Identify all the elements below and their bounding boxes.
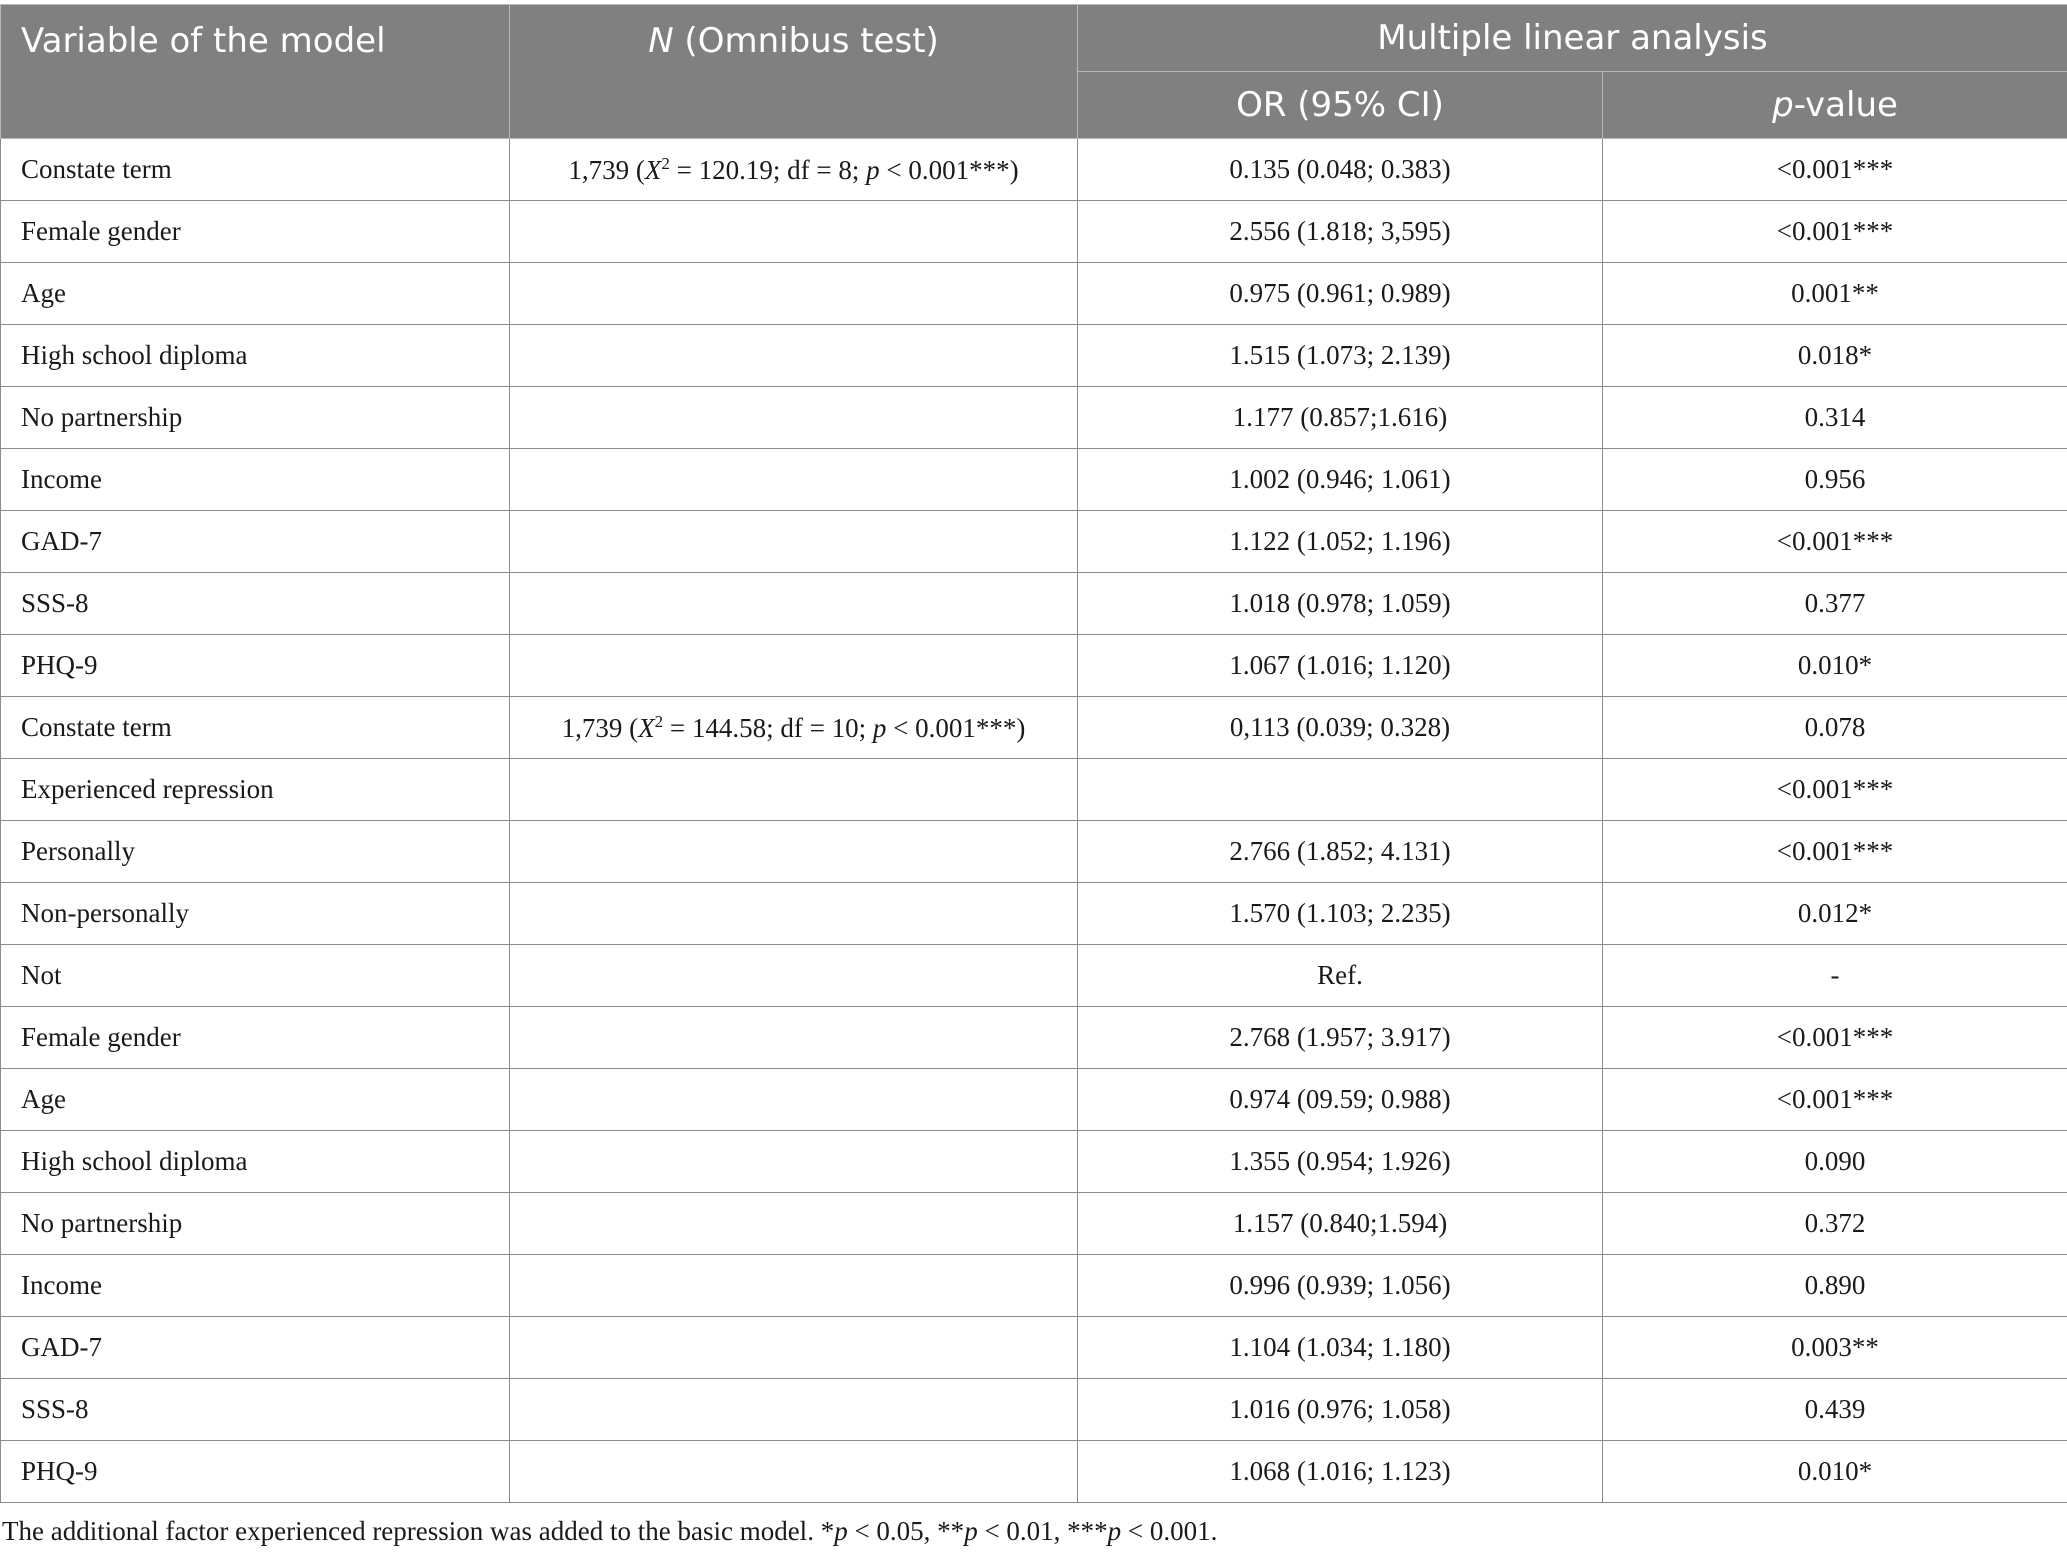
cell-pvalue: 0.010* [1603, 1441, 2067, 1503]
cell-variable: High school diploma [1, 1131, 510, 1193]
cell-variable: Not [1, 945, 510, 1007]
cell-or: 1.355 (0.954; 1.926) [1078, 1131, 1603, 1193]
cell-omnibus [510, 1007, 1078, 1069]
cell-variable: GAD-7 [1, 511, 510, 573]
cell-or: 1.515 (1.073; 2.139) [1078, 325, 1603, 387]
cell-pvalue: 0.018* [1603, 325, 2067, 387]
table-row [1, 697, 2067, 759]
cell-omnibus [510, 1379, 1078, 1441]
cell-omnibus [510, 1317, 1078, 1379]
header-n: N [648, 21, 674, 61]
table-row [1, 325, 2067, 387]
cell-pvalue: <0.001*** [1603, 759, 2067, 821]
header-pvalue-rest: -value [1793, 85, 1898, 125]
table-row [1, 635, 2067, 697]
omnibus-p: p [872, 712, 887, 743]
header-p: p [1772, 85, 1794, 125]
omnibus-n: 1,739 ( [568, 154, 645, 185]
table-row [1, 1007, 2067, 1069]
cell-omnibus [510, 1131, 1078, 1193]
cell-variable: High school diploma [1, 325, 510, 387]
cell-variable: GAD-7 [1, 1317, 510, 1379]
omnibus-chi: X [644, 154, 662, 185]
cell-variable: SSS-8 [1, 573, 510, 635]
cell-or: 1.157 (0.840;1.594) [1078, 1193, 1603, 1255]
table-row [1, 511, 2067, 573]
cell-omnibus [510, 511, 1078, 573]
table-row [1, 201, 2067, 263]
cell-omnibus [510, 1441, 1078, 1503]
header-or: OR (95% CI) [1078, 72, 1603, 139]
table-row [1, 883, 2067, 945]
table-row [1, 821, 2067, 883]
cell-or: 2.766 (1.852; 4.131) [1078, 821, 1603, 883]
table-footnote [2, 1516, 1217, 1547]
cell-omnibus [510, 945, 1078, 1007]
cell-or: 0.974 (09.59; 0.988) [1078, 1069, 1603, 1131]
cell-omnibus [510, 759, 1078, 821]
header-variable: Variable of the model [1, 5, 510, 139]
cell-pvalue: 0.078 [1603, 697, 2067, 759]
omnibus-p: p [866, 154, 880, 185]
cell-variable: Age [1, 1069, 510, 1131]
cell-or: 1.018 (0.978; 1.059) [1078, 573, 1603, 635]
cell-or: 1.068 (1.016; 1.123) [1078, 1441, 1603, 1503]
header-omnibus [510, 5, 1078, 139]
results-table [0, 4, 2067, 1503]
cell-variable: PHQ-9 [1, 1441, 510, 1503]
table-row [1, 139, 2067, 201]
cell-pvalue: <0.001*** [1603, 511, 2067, 573]
cell-variable: SSS-8 [1, 1379, 510, 1441]
omnibus-end: < 0.001***) [879, 154, 1019, 185]
cell-pvalue: 0.012* [1603, 883, 2067, 945]
cell-variable: Experienced repression [1, 759, 510, 821]
omnibus-mid: = 120.19; df = 8; [669, 154, 867, 185]
cell-variable: Constate term [1, 139, 510, 201]
cell-variable: Income [1, 449, 510, 511]
cell-pvalue: 0.001** [1603, 263, 2067, 325]
cell-pvalue: 0.003** [1603, 1317, 2067, 1379]
cell-or: 2.556 (1.818; 3,595) [1078, 201, 1603, 263]
table-row [1, 573, 2067, 635]
cell-omnibus [510, 449, 1078, 511]
table-header [1, 5, 2067, 139]
cell-or: 0,113 (0.039; 0.328) [1078, 697, 1603, 759]
cell-pvalue: 0.890 [1603, 1255, 2067, 1317]
table-row [1, 1379, 2067, 1441]
cell-omnibus [510, 573, 1078, 635]
cell-omnibus [510, 1193, 1078, 1255]
cell-omnibus [510, 139, 1078, 201]
footnote-p-3: p [1107, 1516, 1122, 1546]
cell-or [1078, 759, 1603, 821]
cell-or: 1.177 (0.857;1.616) [1078, 387, 1603, 449]
header-omnibus-rest: (Omnibus test) [673, 21, 939, 61]
cell-pvalue: <0.001*** [1603, 1069, 2067, 1131]
cell-variable: No partnership [1, 1193, 510, 1255]
footnote-p-2: p [964, 1516, 978, 1546]
cell-or: 1.570 (1.103; 2.235) [1078, 883, 1603, 945]
cell-pvalue: 0.956 [1603, 449, 2067, 511]
cell-omnibus [510, 325, 1078, 387]
cell-or: 1.104 (1.034; 1.180) [1078, 1317, 1603, 1379]
cell-omnibus [510, 1255, 1078, 1317]
cell-or: 0.975 (0.961; 0.989) [1078, 263, 1603, 325]
omnibus-sup: 2 [654, 711, 664, 731]
cell-pvalue: <0.001*** [1603, 1007, 2067, 1069]
cell-omnibus [510, 263, 1078, 325]
cell-or: 0.996 (0.939; 1.056) [1078, 1255, 1603, 1317]
table-row [1, 1193, 2067, 1255]
omnibus-n: 1,739 ( [561, 712, 639, 743]
cell-omnibus [510, 201, 1078, 263]
cell-variable: Age [1, 263, 510, 325]
cell-omnibus [510, 883, 1078, 945]
cell-omnibus [510, 697, 1078, 759]
cell-omnibus [510, 387, 1078, 449]
table-row [1, 449, 2067, 511]
cell-pvalue: 0.439 [1603, 1379, 2067, 1441]
omnibus-mid: = 144.58; df = 10; [663, 712, 873, 743]
footnote-p-1: p [834, 1516, 848, 1546]
cell-variable: PHQ-9 [1, 635, 510, 697]
table-row [1, 1317, 2067, 1379]
table-row [1, 1131, 2067, 1193]
header-pvalue [1603, 72, 2067, 139]
cell-variable: Income [1, 1255, 510, 1317]
omnibus-sup: 2 [661, 153, 670, 173]
footnote-text-4: < 0.001. [1121, 1516, 1218, 1546]
cell-pvalue: - [1603, 945, 2067, 1007]
footnote-text-1: The additional factor experienced repression was added to the basic model. * [2, 1516, 835, 1546]
omnibus-chi: X [638, 712, 655, 743]
omnibus-end: < 0.001***) [886, 712, 1026, 743]
table-row [1, 945, 2067, 1007]
cell-pvalue: 0.372 [1603, 1193, 2067, 1255]
cell-or: 1.016 (0.976; 1.058) [1078, 1379, 1603, 1441]
cell-variable: Non-personally [1, 883, 510, 945]
table-row [1, 263, 2067, 325]
table-row [1, 387, 2067, 449]
footnote-text-2: < 0.05, ** [847, 1516, 965, 1546]
cell-variable: Constate term [1, 697, 510, 759]
cell-omnibus [510, 821, 1078, 883]
table-row [1, 759, 2067, 821]
cell-or: 2.768 (1.957; 3.917) [1078, 1007, 1603, 1069]
cell-pvalue: <0.001*** [1603, 201, 2067, 263]
cell-pvalue: 0.377 [1603, 573, 2067, 635]
footnote-text-3: < 0.01, *** [977, 1516, 1108, 1546]
cell-omnibus [510, 635, 1078, 697]
cell-pvalue: 0.314 [1603, 387, 2067, 449]
cell-or: 1.002 (0.946; 1.061) [1078, 449, 1603, 511]
cell-variable: Female gender [1, 201, 510, 263]
cell-variable: Female gender [1, 1007, 510, 1069]
cell-or: 0.135 (0.048; 0.383) [1078, 139, 1603, 201]
table-body [1, 139, 2067, 1503]
cell-variable: Personally [1, 821, 510, 883]
cell-pvalue: <0.001*** [1603, 139, 2067, 201]
table-row [1, 1441, 2067, 1503]
cell-pvalue: 0.010* [1603, 635, 2067, 697]
cell-variable: No partnership [1, 387, 510, 449]
cell-pvalue: <0.001*** [1603, 821, 2067, 883]
cell-or: 1.122 (1.052; 1.196) [1078, 511, 1603, 573]
cell-omnibus [510, 1069, 1078, 1131]
table-row [1, 1255, 2067, 1317]
cell-or: 1.067 (1.016; 1.120) [1078, 635, 1603, 697]
cell-pvalue: 0.090 [1603, 1131, 2067, 1193]
cell-or: Ref. [1078, 945, 1603, 1007]
header-multiple-linear: Multiple linear analysis [1078, 5, 2067, 72]
table-row [1, 1069, 2067, 1131]
